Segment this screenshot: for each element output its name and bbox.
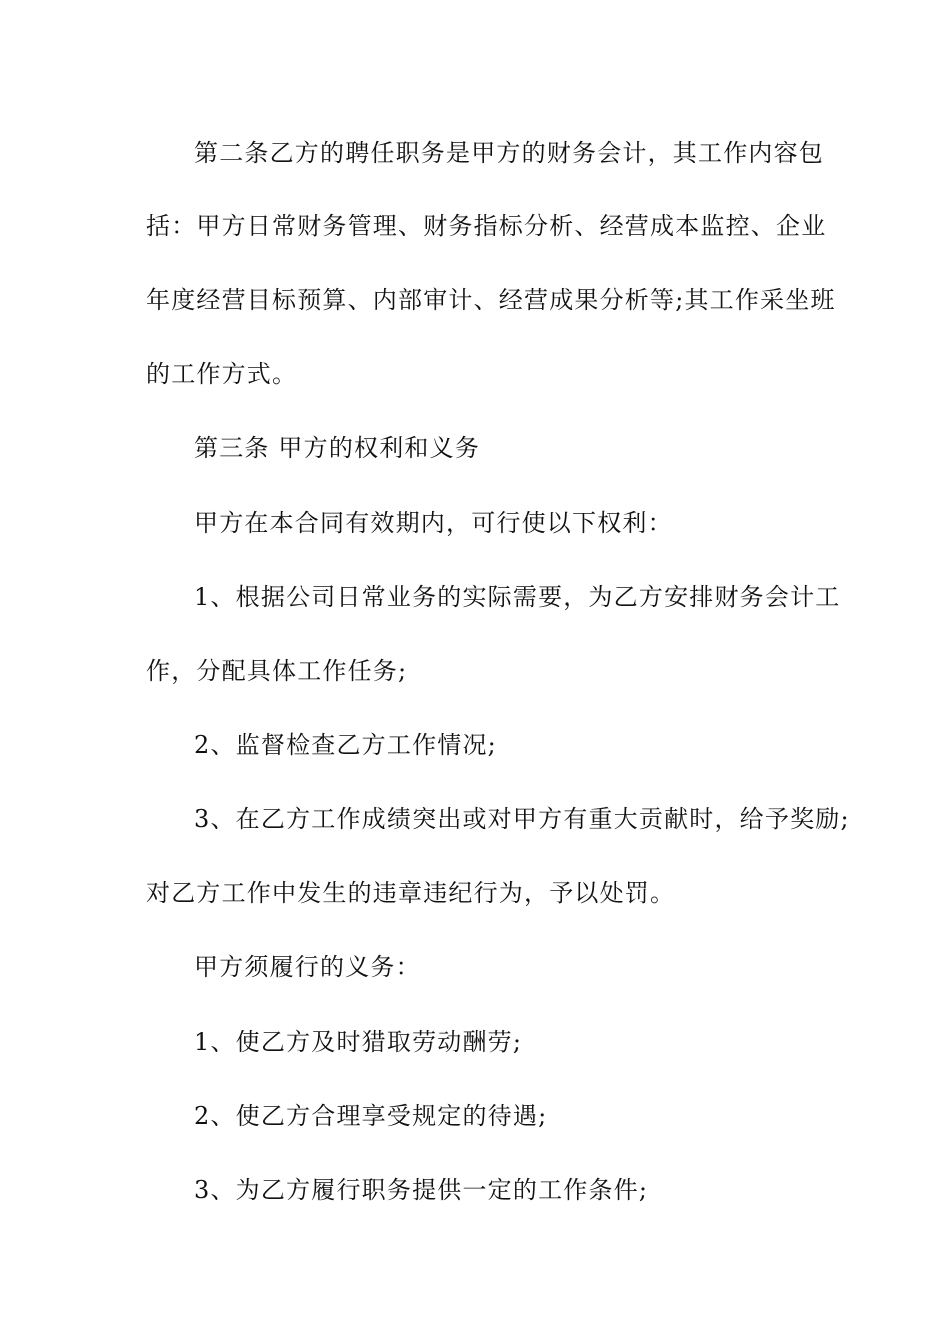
paragraph-line: 第二条乙方的聘任职务是甲方的财务会计，其工作内容包 bbox=[194, 139, 824, 167]
list-item: 3、在乙方工作成绩突出或对甲方有重大贡献时，给予奖励; bbox=[194, 805, 850, 833]
paragraph-line: 年度经营目标预算、内部审计、经营成果分析等;其工作采坐班 bbox=[146, 286, 836, 314]
paragraph-line: 甲方在本合同有效期内，可行使以下权利： bbox=[194, 509, 673, 537]
paragraph-line: 甲方须履行的义务： bbox=[194, 953, 421, 981]
paragraph-line: 的工作方式。 bbox=[146, 360, 298, 388]
list-item: 3、为乙方履行职务提供一定的工作条件; bbox=[194, 1176, 649, 1204]
paragraph-line: 作，分配具体工作任务; bbox=[146, 657, 408, 685]
list-item: 2、使乙方合理享受规定的待遇; bbox=[194, 1102, 548, 1130]
paragraph-line: 对乙方工作中发生的违章违纪行为，予以处罚。 bbox=[146, 879, 676, 907]
list-item: 2、监督检查乙方工作情况; bbox=[194, 731, 497, 759]
section-heading: 第三条 甲方的权利和义务 bbox=[194, 434, 481, 462]
list-item: 1、使乙方及时猎取劳动酬劳; bbox=[194, 1028, 523, 1056]
list-item: 1、根据公司日常业务的实际需要，为乙方安排财务会计工 bbox=[194, 583, 841, 611]
paragraph-line: 括：甲方日常财务管理、财务指标分析、经营成本监控、企业 bbox=[146, 212, 827, 240]
